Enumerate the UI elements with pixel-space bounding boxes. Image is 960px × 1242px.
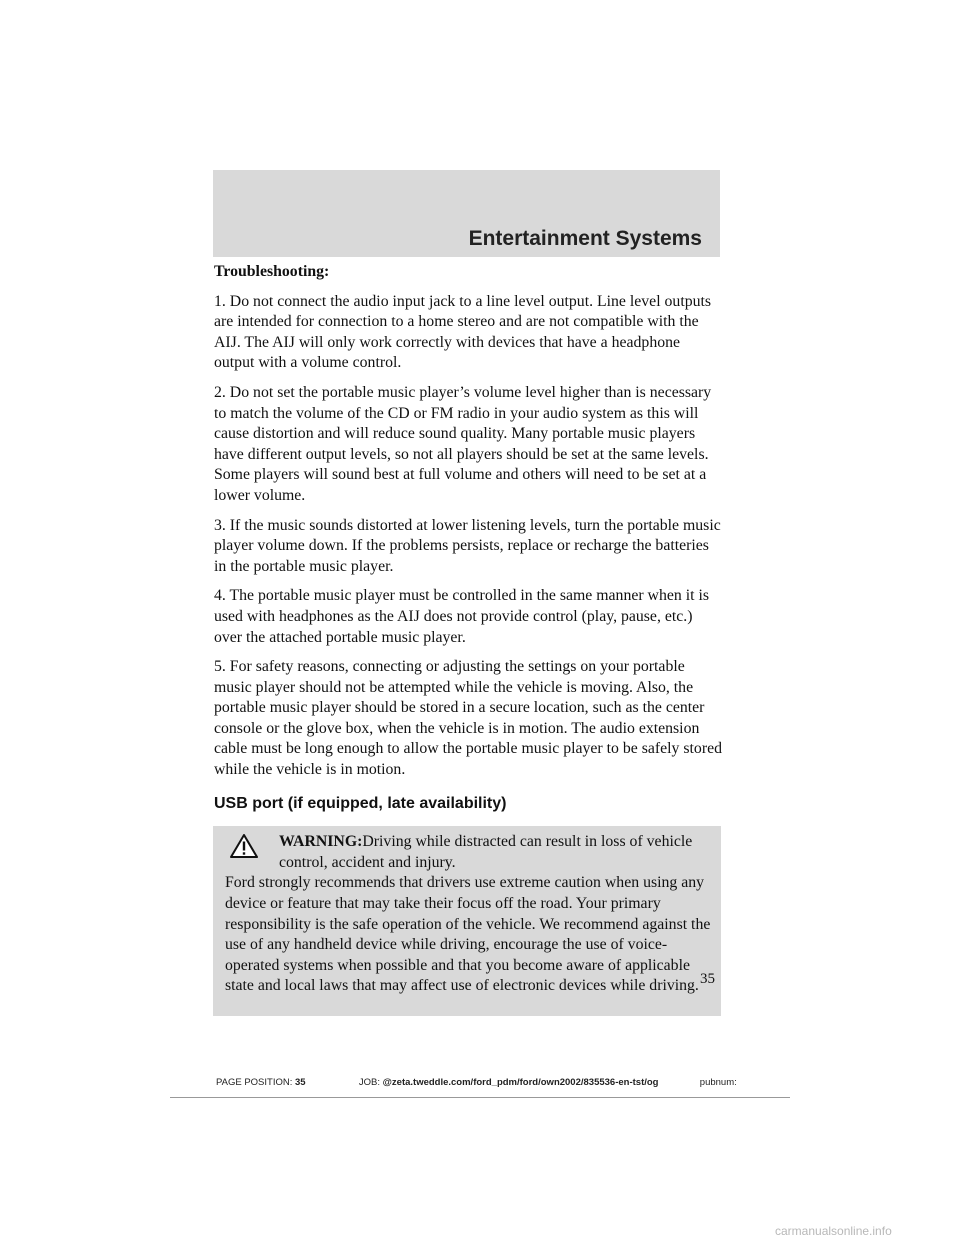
pubnum-label: pubnum: <box>699 1077 737 1088</box>
troubleshooting-item-4: 4. The portable music player must be controlled in the same manner when it is used with headphones as the AIJ does not provide control (play, pause, etc.) over the attached portable music player. <box>214 587 709 646</box>
job-label: JOB: <box>358 1077 380 1088</box>
section-title: Entertainment Systems <box>468 227 702 250</box>
troubleshooting-item-2: 2. Do not set the portable music player’s volume level higher than is necessary to match the volume of the CD or FM radio in your audio system as this will cause distortion and will reduce sound quality. Many portable music players have different output levels, so not all players should be set at the same levels. Some players will sound best at full volume and others will need to be set at a lower volume. <box>214 383 712 504</box>
troubleshooting-title: Troubleshooting: <box>214 263 330 280</box>
section-header-band <box>213 170 720 257</box>
warning-rest: Ford strongly recommends that drivers use extreme caution when using any device or feature that may take their focus off the road. Your primary responsibility is the safe operation of the vehicle. We recommend against the use of any handheld device while driving, encourage the use of voice-operated systems when possible and that you become aware of applicable state and local laws that may affect use of electronic devices while driving. <box>225 874 711 995</box>
print-footer <box>216 1077 791 1088</box>
usb-port-heading: USB port (if equipped, late availability) <box>214 794 507 812</box>
page-position-value: 35 <box>295 1077 306 1088</box>
page-position-label: PAGE POSITION: <box>216 1077 293 1088</box>
warning-lead: Driving while distracted can result in loss of vehicle control, accident and injury. <box>279 833 693 871</box>
footer-rule <box>170 1097 790 1098</box>
page-content <box>214 262 724 1016</box>
troubleshooting-item-1: 1. Do not connect the audio input jack to a line level output. Line level outputs are intended for connection to a home stereo and are not compatible with the AIJ. The AIJ will only work correctly with devices that have a headphone output with a volume control. <box>214 292 712 372</box>
warning-label: WARNING: <box>279 833 363 851</box>
job-value: @zeta.tweddle.com/ford_pdm/ford/own2002/835536-en-tst/og <box>382 1077 659 1088</box>
warning-triangle-icon <box>229 833 259 859</box>
troubleshooting-item-5: 5. For safety reasons, connecting or adjusting the settings on your portable music player should not be attempted while the vehicle is moving. Also, the portable music player should be stored in a secure location, such as the center console or the glove box, when the vehicle is in motion. The audio extension cable must be long enough to allow the portable music player to be safely stored while the vehicle is in motion. <box>214 658 722 779</box>
warning-lead-block <box>225 832 711 873</box>
warning-box <box>213 826 721 1016</box>
watermark: carmanualsonline.info <box>775 1224 892 1238</box>
page-number: 35 <box>700 971 715 987</box>
troubleshooting-item-3: 3. If the music sounds distorted at lower listening levels, turn the portable music player volume down. If the problems persists, replace or recharge the batteries in the portable music player. <box>214 516 721 575</box>
warning-text <box>225 832 711 997</box>
